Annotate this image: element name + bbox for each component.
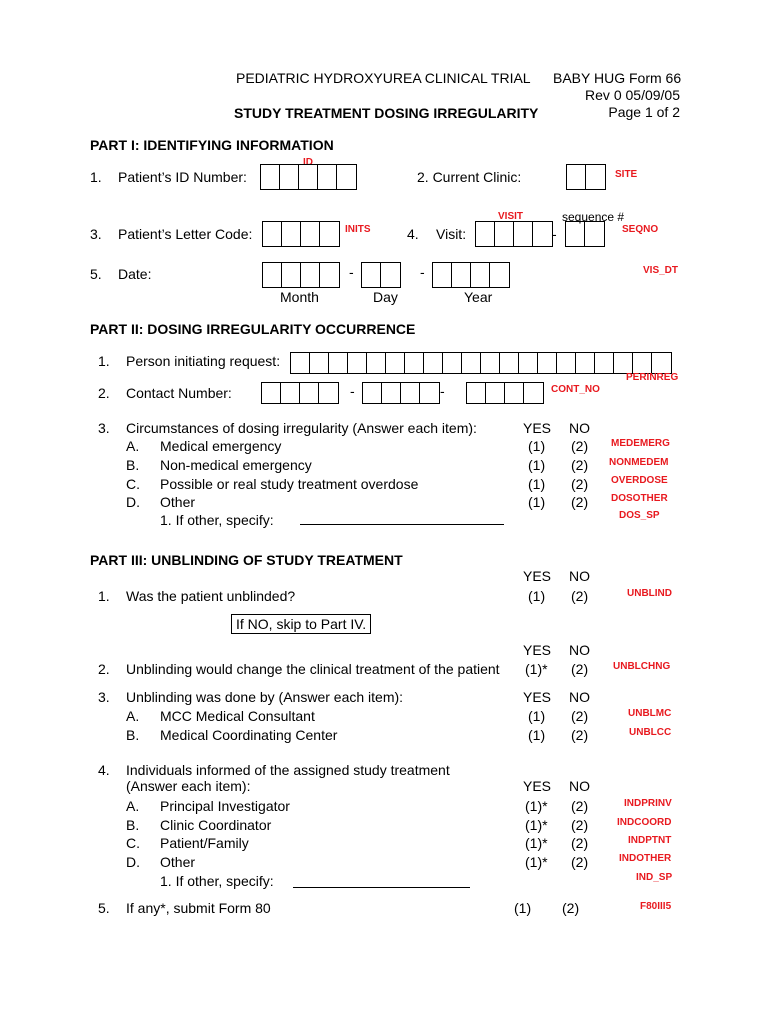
form-title: STUDY TREATMENT DOSING IRREGULARITY	[234, 105, 539, 121]
dosother-code: DOSOTHER	[611, 493, 668, 504]
indptnt-code: INDPTNT	[628, 835, 672, 846]
letter-code-label: Patient’s Letter Code:	[118, 226, 253, 242]
pi-yes[interactable]: (1)*	[525, 798, 548, 814]
circumstances-label: Circumstances of dosing irregularity (Answer each item):	[126, 420, 477, 436]
person-initiating-boxes[interactable]	[290, 352, 672, 374]
p3-q4-number: 4.	[98, 762, 110, 778]
day-boxes[interactable]	[361, 262, 401, 288]
p3-q3-number: 3.	[98, 689, 110, 705]
indother-code: INDOTHER	[619, 853, 672, 864]
p3-q5-number: 5.	[98, 900, 110, 916]
p3-q1-number: 1.	[98, 588, 110, 604]
p3-specify-label: 1. If other, specify:	[160, 873, 274, 889]
sequence-label: sequence #	[562, 210, 625, 224]
vis-dt-code: VIS_DT	[643, 265, 679, 276]
family-no[interactable]: (2)	[571, 835, 589, 851]
unblinding-change-yes[interactable]: (1)*	[525, 661, 548, 677]
p3-specify-line[interactable]	[293, 887, 470, 888]
unblinded-no[interactable]: (2)	[571, 588, 589, 604]
q5-number: 5.	[90, 266, 102, 282]
item-d-no[interactable]: (2)	[571, 494, 589, 510]
p3-other-no[interactable]: (2)	[571, 854, 589, 870]
visit-boxes[interactable]	[475, 221, 553, 247]
form-rev: Rev 0 05/09/05	[585, 87, 680, 103]
unblinded-label: Was the patient unblinded?	[126, 588, 296, 604]
mcc-center-yes[interactable]: (1)	[528, 727, 546, 743]
item-a-letter: A.	[126, 438, 140, 454]
overdose-code: OVERDOSE	[611, 475, 668, 486]
contact-line-boxes[interactable]	[466, 382, 544, 404]
nonmedem-code: NONMEDEM	[609, 457, 669, 468]
p2-q1-number: 1.	[98, 353, 110, 369]
skip-instruction: If NO, skip to Part IV.	[231, 614, 371, 634]
item-b-yes[interactable]: (1)	[528, 457, 546, 473]
dos-sp-code: DOS_SP	[619, 510, 660, 521]
date-dash-1: -	[349, 264, 354, 280]
p2-q3-number: 3.	[98, 420, 110, 436]
item-a-no[interactable]: (2)	[571, 438, 589, 454]
item-d-letter: D.	[126, 494, 140, 510]
mcc-center-no[interactable]: (2)	[571, 727, 589, 743]
part2-title: PART II: DOSING IRREGULARITY OCCURRENCE	[90, 321, 416, 337]
contact-area-boxes[interactable]	[261, 382, 339, 404]
year-boxes[interactable]	[432, 262, 510, 288]
item-c-label: Possible or real study treatment overdose	[160, 476, 419, 492]
mcc-yes[interactable]: (1)	[528, 708, 546, 724]
p2-q2-number: 2.	[98, 385, 110, 401]
medemerg-code: MEDEMERG	[611, 438, 670, 449]
contact-number-label: Contact Number:	[126, 385, 232, 401]
individuals-informed-label-2: (Answer each item):	[126, 778, 251, 794]
unblmc-code: UNBLMC	[628, 708, 672, 719]
contact-prefix-boxes[interactable]	[362, 382, 440, 404]
coordinator-letter: B.	[126, 817, 140, 833]
individuals-informed-label: Individuals informed of the assigned study treatment	[126, 762, 450, 778]
visit-dash: -	[552, 226, 557, 242]
trial-name: PEDIATRIC HYDROXYUREA CLINICAL TRIAL	[236, 70, 531, 86]
perinreg-code: PERINREG	[626, 372, 679, 383]
part3-title: PART III: UNBLINDING OF STUDY TREATMENT	[90, 552, 403, 568]
q1-number: 1.	[90, 169, 102, 185]
month-caption: Month	[280, 289, 319, 305]
seqno-code: SEQNO	[622, 224, 659, 235]
unblchng-code: UNBLCHNG	[613, 661, 671, 672]
sequence-boxes[interactable]	[565, 221, 605, 247]
submit-form-yes[interactable]: (1)	[514, 900, 532, 916]
mcc-center-label: Medical Coordinating Center	[160, 727, 338, 743]
item-d-label: Other	[160, 494, 196, 510]
site-code: SITE	[615, 169, 638, 180]
p3-q1-yes-header: YES	[523, 568, 552, 584]
p3-q4-yes-header: YES	[523, 778, 552, 794]
month-boxes[interactable]	[262, 262, 340, 288]
person-initiating-label: Person initiating request:	[126, 353, 281, 369]
year-caption: Year	[464, 289, 493, 305]
patient-id-label: Patient’s ID Number:	[118, 169, 247, 185]
unblinding-change-no[interactable]: (2)	[571, 661, 589, 677]
q4-number: 4.	[407, 226, 419, 242]
inits-code: INITS	[345, 224, 371, 235]
indcoord-code: INDCOORD	[617, 817, 672, 828]
item-c-yes[interactable]: (1)	[528, 476, 546, 492]
indprinv-code: INDPRINV	[624, 798, 672, 809]
coordinator-label: Clinic Coordinator	[160, 817, 272, 833]
p2-no-header: NO	[569, 420, 590, 436]
mcc-no[interactable]: (2)	[571, 708, 589, 724]
p3-q1-no-header: NO	[569, 568, 590, 584]
contact-dash-1: -	[350, 383, 355, 399]
q3-number: 3.	[90, 226, 102, 242]
unblinding-done-by-label: Unblinding was done by (Answer each item):	[126, 689, 404, 705]
page-number: Page 1 of 2	[608, 104, 680, 120]
submit-form-label: If any*, submit Form 80	[126, 900, 271, 916]
visit-code: VISIT	[498, 211, 524, 222]
unblcc-code: UNBLCC	[629, 727, 672, 738]
pi-label: Principal Investigator	[160, 798, 290, 814]
coordinator-no[interactable]: (2)	[571, 817, 589, 833]
family-yes[interactable]: (1)*	[525, 835, 548, 851]
letter-code-boxes[interactable]	[262, 221, 340, 247]
item-a-yes[interactable]: (1)	[528, 438, 546, 454]
day-caption: Day	[373, 289, 398, 305]
current-clinic-label: 2. Current Clinic:	[417, 169, 522, 185]
p3-q3-no-header: NO	[569, 689, 590, 705]
family-label: Patient/Family	[160, 835, 249, 851]
submit-form-no[interactable]: (2)	[562, 900, 580, 916]
p3-other-yes[interactable]: (1)*	[525, 854, 548, 870]
unblinding-change-label: Unblinding would change the clinical treatment of the patient	[126, 661, 500, 677]
p3-q2-no-header: NO	[569, 642, 590, 658]
p2-specify-line[interactable]	[300, 524, 504, 525]
visit-label: Visit:	[436, 226, 467, 242]
clinic-boxes[interactable]	[566, 164, 606, 190]
mcc-letter: A.	[126, 708, 140, 724]
pi-letter: A.	[126, 798, 140, 814]
item-a-label: Medical emergency	[160, 438, 282, 454]
coordinator-yes[interactable]: (1)*	[525, 817, 548, 833]
part1-title: PART I: IDENTIFYING INFORMATION	[90, 137, 334, 153]
cont-no-code: CONT_NO	[551, 384, 600, 395]
date-dash-2: -	[420, 264, 425, 280]
item-d-yes[interactable]: (1)	[528, 494, 546, 510]
p3-q3-yes-header: YES	[523, 689, 552, 705]
unblind-code: UNBLIND	[627, 588, 672, 599]
mcc-center-letter: B.	[126, 727, 140, 743]
item-b-letter: B.	[126, 457, 140, 473]
ind-sp-code: IND_SP	[636, 872, 673, 883]
unblinded-yes[interactable]: (1)	[528, 588, 546, 604]
contact-dash-2: -	[440, 383, 445, 399]
date-label: Date:	[118, 266, 152, 282]
item-c-letter: C.	[126, 476, 140, 492]
item-b-label: Non-medical emergency	[160, 457, 312, 473]
item-c-no[interactable]: (2)	[571, 476, 589, 492]
item-b-no[interactable]: (2)	[571, 457, 589, 473]
p3-q4-no-header: NO	[569, 778, 590, 794]
p3-other-label: Other	[160, 854, 196, 870]
f80iii5-code: F80III5	[640, 901, 672, 912]
p3-other-letter: D.	[126, 854, 140, 870]
form-id: BABY HUG Form 66	[553, 70, 682, 86]
mcc-label: MCC Medical Consultant	[160, 708, 315, 724]
p2-specify-label: 1. If other, specify:	[160, 512, 274, 528]
id-code: ID	[303, 157, 313, 168]
p3-q2-number: 2.	[98, 661, 110, 677]
p3-q2-yes-header: YES	[523, 642, 552, 658]
patient-id-boxes[interactable]	[260, 164, 357, 190]
pi-no[interactable]: (2)	[571, 798, 589, 814]
p2-yes-header: YES	[523, 420, 552, 436]
family-letter: C.	[126, 835, 140, 851]
